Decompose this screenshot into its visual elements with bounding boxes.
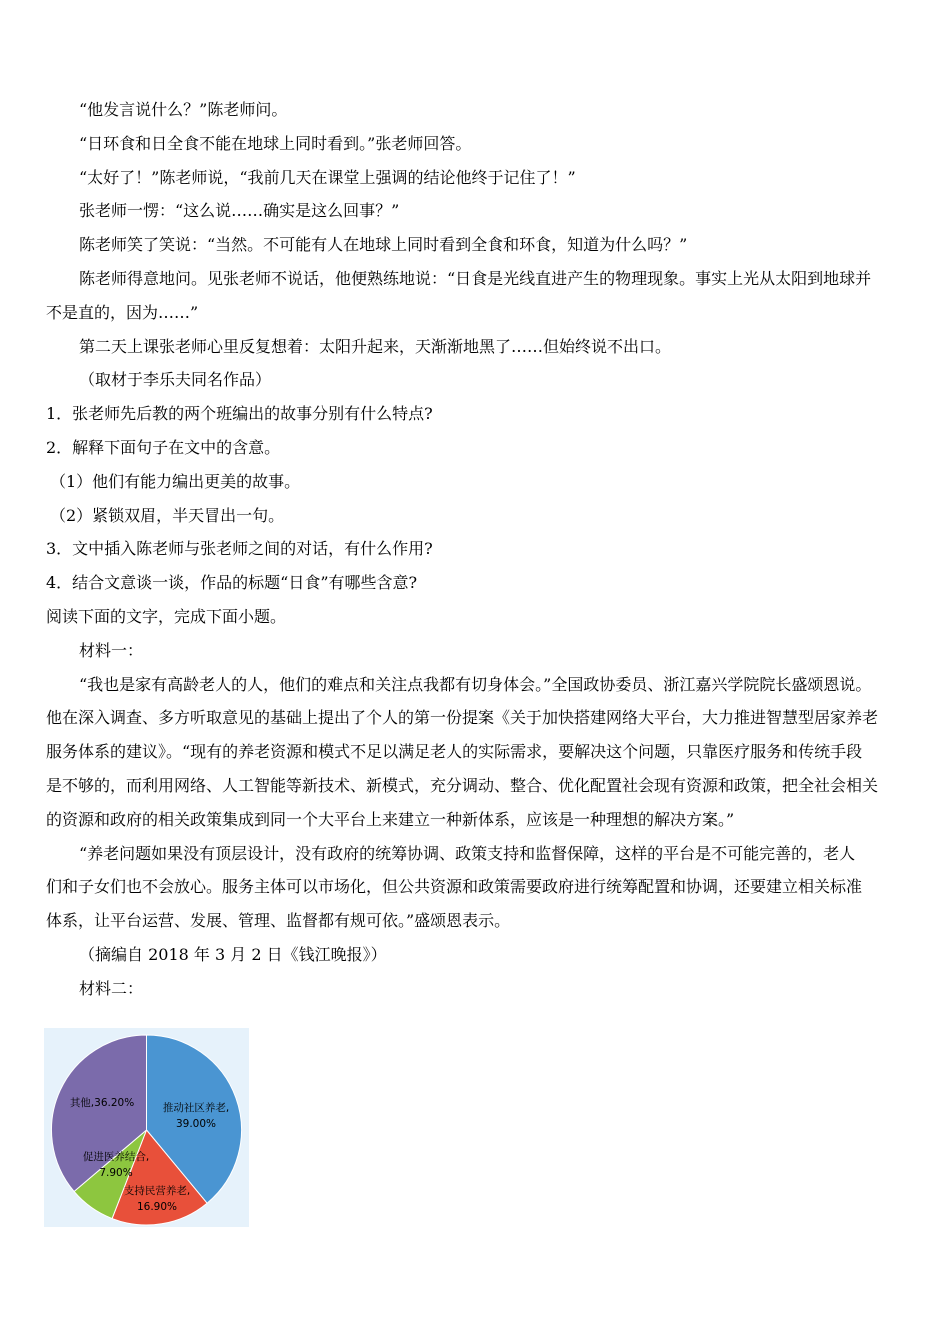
pie-slice-value: 16.90% <box>136 1201 178 1213</box>
question-2-sub-2: （2）紧锁双眉，半天冒出一句。 <box>50 505 285 525</box>
pie-slice-value: 39.00% <box>175 1118 217 1130</box>
question-4: 4．结合文意谈一谈，作品的标题“日食”有哪些含意? <box>46 573 418 593</box>
pie-slice-label: 推动社区养老, <box>162 1102 230 1114</box>
text-line: 是不够的，而利用网络、人工智能等新技术、新模式，充分调动、整合、优化配置社会现有资源和政策，把全社会相关 <box>46 775 879 795</box>
question-2-sub-1: （1）他们有能力编出更美的故事。 <box>50 471 301 491</box>
text-line: 服务体系的建议》。“现有的养老资源和模式不足以满足老人的实际需求，要解决这个问题，只靠医疗服务和传统手段 <box>46 742 863 762</box>
text-line: 陈老师得意地问。见张老师不说话，他便熟练地说：“日食是光线直进产生的物理现象。事实上光从太阳到地球并 <box>79 268 872 288</box>
text-line: “日环食和日全食不能在地球上同时看到。”张老师回答。 <box>79 133 472 153</box>
reading-instruction: 阅读下面的文字，完成下面小题。 <box>46 606 287 626</box>
document-page <box>46 93 914 1006</box>
text-line: 第二天上课张老师心里反复想着：太阳升起来，天渐渐地黑了……但始终说不出口。 <box>79 336 672 356</box>
source-citation: （取材于李乐夫同名作品） <box>79 370 272 390</box>
text-line: 的资源和政府的相关政策集成到同一个大平台上来建立一种新体系，应该是一种理想的解决方案。” <box>46 809 735 829</box>
source-citation: （摘编自 2018 年 3 月 2 日《钱江晚报》） <box>79 944 387 964</box>
pie-slice-value: 7.90% <box>99 1167 133 1179</box>
text-line: 张老师一愣：“这么说……确实是这么回事？” <box>79 201 400 221</box>
material-1-heading: 材料一： <box>79 640 144 660</box>
pie-slice-label: 支持民营养老, <box>123 1185 191 1197</box>
question-2: 2．解释下面句子在文中的含意。 <box>46 437 281 457</box>
question-1: 1．张老师先后教的两个班编出的故事分别有什么特点? <box>46 404 433 424</box>
material-2-heading: 材料二： <box>79 978 144 998</box>
text-line: “我也是家有高龄老人的人，他们的难点和关注点我都有切身体会。”全国政协委员、浙江嘉兴学院院长盛颂恩说。 <box>79 674 872 694</box>
text-line: 们和子女们也不会放心。服务主体可以市场化，但公共资源和政策需要政府进行统筹配置和协调，还要建立相关标准 <box>46 877 863 897</box>
pie-slice-label: 促进医养结合, <box>82 1151 150 1163</box>
pie-chart-svg <box>44 1028 249 1227</box>
text-line: 他在深入调查、多方听取意见的基础上提出了个人的第一份提案《关于加快搭建网络大平台，大力推进智慧型居家养老 <box>46 708 879 728</box>
text-line: “养老问题如果没有顶层设计，没有政府的统筹协调、政策支持和监督保障，这样的平台是不可能完善的，老人 <box>79 843 856 863</box>
pie-slice-label: 其他,36.20% <box>69 1097 135 1109</box>
text-line: “太好了！”陈老师说，“我前几天在课堂上强调的结论他终于记住了！” <box>79 167 576 187</box>
text-line: “他发言说什么？”陈老师问。 <box>79 100 288 119</box>
text-line: 不是直的，因为……” <box>46 302 199 322</box>
text-line: 陈老师笑了笑说：“当然。不可能有人在地球上同时看到全食和环食，知道为什么吗？” <box>79 235 688 255</box>
pie-chart <box>44 1028 249 1227</box>
question-3: 3．文中插入陈老师与张老师之间的对话，有什么作用? <box>46 539 433 559</box>
text-line: 体系，让平台运营、发展、管理、监督都有规可依。”盛颂恩表示。 <box>46 911 511 931</box>
